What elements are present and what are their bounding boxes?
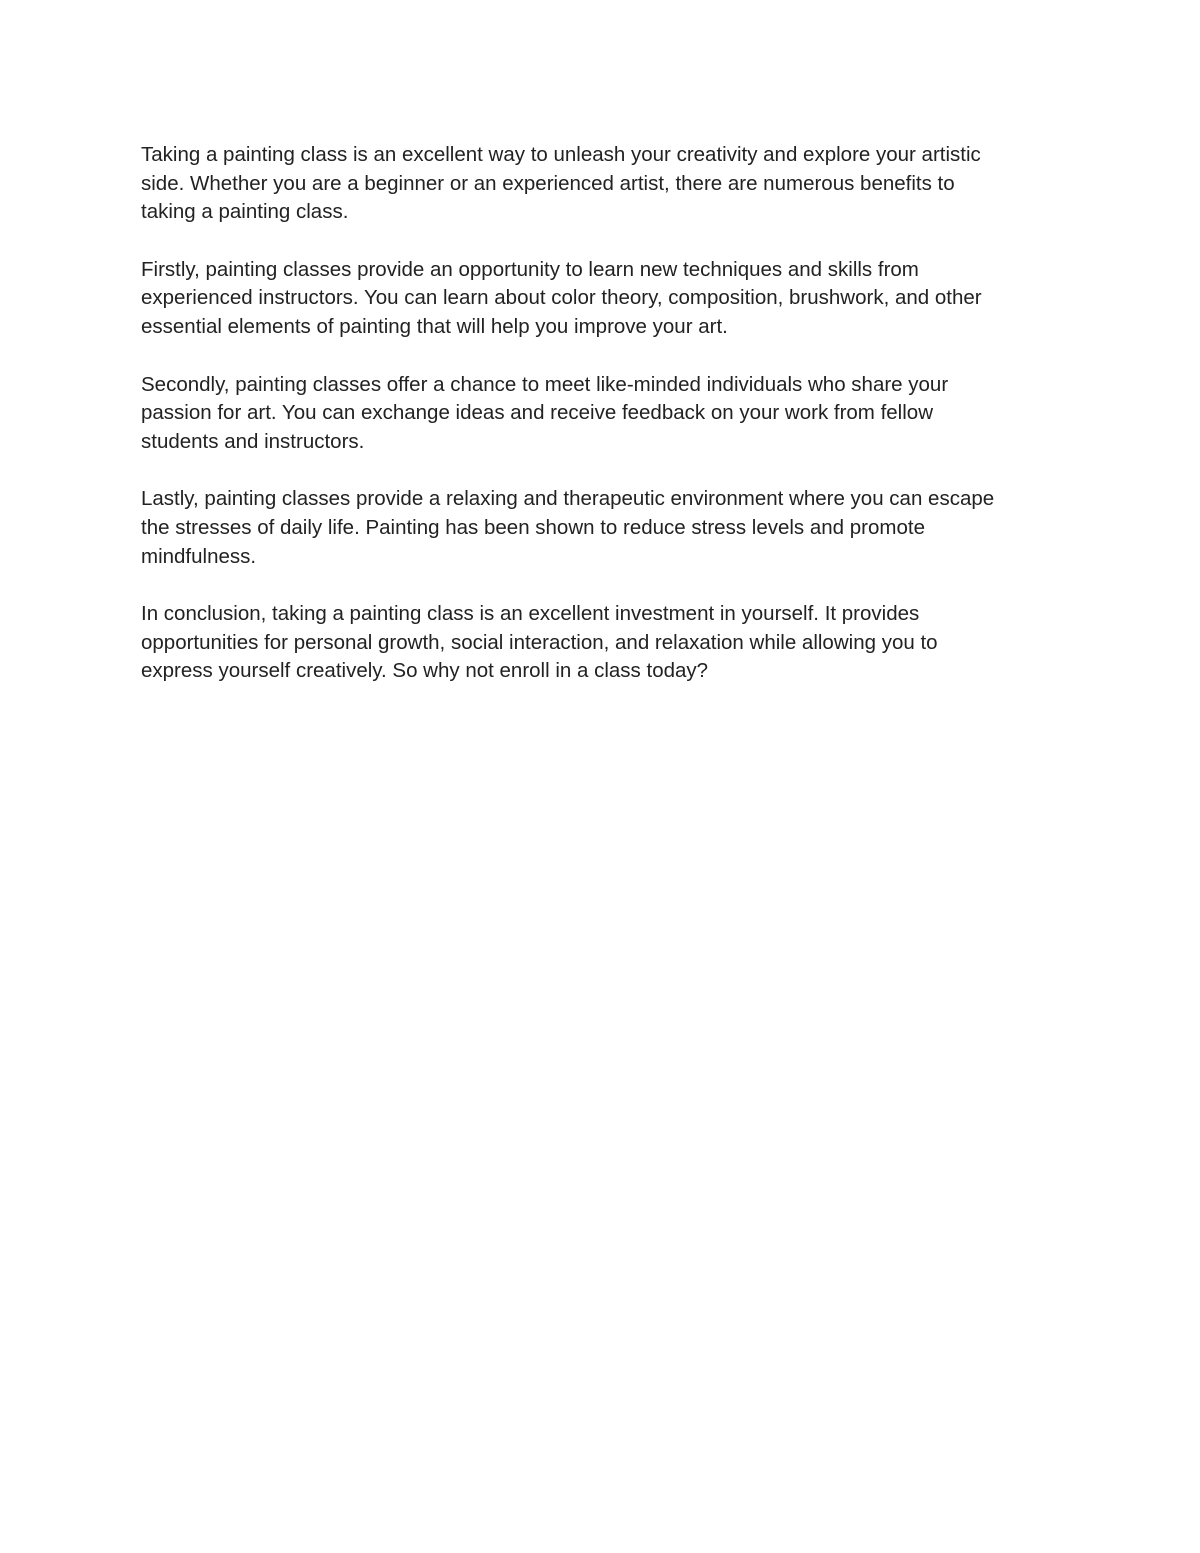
text-line: experienced instructors. You can learn about color theory, composition, brushwork, and other	[141, 286, 982, 310]
text-line: opportunities for personal growth, social interaction, and relaxation while allowing you to	[141, 630, 938, 654]
paragraph-firstly	[141, 256, 1051, 342]
text-line: Taking a painting class is an excellent way to unleash your creativity and explore your artistic	[141, 143, 981, 166]
paragraph-intro	[141, 141, 1051, 227]
text-line: Secondly, painting classes offer a chance to meet like-minded individuals who share your	[141, 372, 949, 396]
text-line: students and instructors.	[141, 429, 365, 453]
text-line: Firstly, painting classes provide an opportunity to learn new techniques and skills from	[141, 257, 919, 281]
paragraph-conclusion	[141, 600, 1051, 686]
text-line: essential elements of painting that will help you improve your art.	[141, 314, 728, 338]
text-line: the stresses of daily life. Painting has been shown to reduce stress levels and promote	[141, 515, 925, 539]
text-line: Lastly, painting classes provide a relaxing and therapeutic environment where you can escape	[141, 487, 995, 511]
text-line: mindfulness.	[141, 544, 257, 568]
text-line: side. Whether you are a beginner or an experienced artist, there are numerous benefits to	[141, 171, 955, 195]
text-line: express yourself creatively. So why not enroll in a class today?	[141, 659, 709, 683]
text-line: passion for art. You can exchange ideas and receive feedback on your work from fellow	[141, 401, 933, 425]
paragraph-secondly	[141, 371, 1051, 457]
paragraph-lastly	[141, 485, 1051, 571]
text-line: taking a painting class.	[141, 200, 349, 224]
document-body	[141, 141, 1051, 715]
text-line: In conclusion, taking a painting class is an excellent investment in yourself. It provides	[141, 602, 920, 626]
